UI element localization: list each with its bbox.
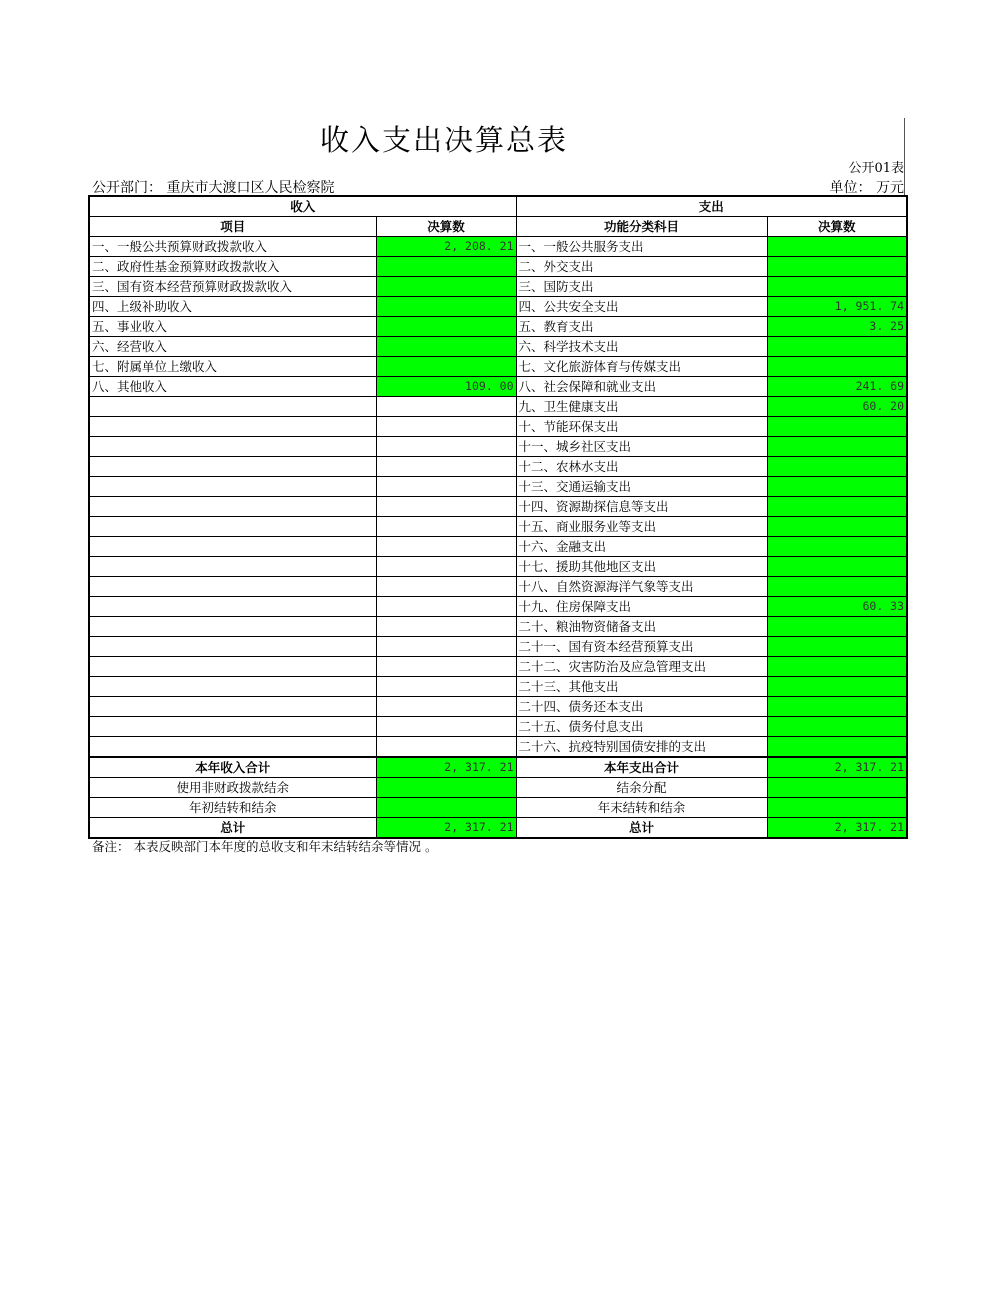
income-item bbox=[89, 617, 376, 637]
income-item: 六、经营收入 bbox=[89, 337, 376, 357]
income-value: 109. 00 bbox=[376, 377, 516, 397]
income-value bbox=[376, 657, 516, 677]
table-row bbox=[89, 397, 907, 417]
surplus-dist-value bbox=[767, 778, 907, 798]
income-value bbox=[376, 617, 516, 637]
income-value bbox=[376, 677, 516, 697]
income-item: 三、国有资本经营预算财政拨款收入 bbox=[89, 277, 376, 297]
expense-item: 十二、农林水支出 bbox=[516, 457, 767, 477]
col-amount: 决算数 bbox=[376, 217, 516, 237]
table-row bbox=[89, 257, 907, 277]
table-row bbox=[89, 377, 907, 397]
income-item bbox=[89, 477, 376, 497]
income-value bbox=[376, 537, 516, 557]
income-item: 二、政府性基金预算财政拨款收入 bbox=[89, 257, 376, 277]
table-row bbox=[89, 437, 907, 457]
income-item bbox=[89, 457, 376, 477]
expense-value bbox=[767, 737, 907, 758]
grand-income-value: 2, 317. 21 bbox=[376, 818, 516, 839]
table-row bbox=[89, 737, 907, 758]
income-value bbox=[376, 697, 516, 717]
expense-item: 二十、粮油物资储备支出 bbox=[516, 617, 767, 637]
expense-value bbox=[767, 517, 907, 537]
expense-value bbox=[767, 617, 907, 637]
department-label: 公开部门： 重庆市大渡口区人民检察院 bbox=[92, 180, 335, 196]
income-value bbox=[376, 457, 516, 477]
expense-value bbox=[767, 637, 907, 657]
expense-item: 十七、援助其他地区支出 bbox=[516, 557, 767, 577]
expense-value: 1, 951. 74 bbox=[767, 297, 907, 317]
income-item bbox=[89, 697, 376, 717]
income-item bbox=[89, 737, 376, 758]
table-row bbox=[89, 557, 907, 577]
expense-value bbox=[767, 697, 907, 717]
grand-total-row bbox=[89, 818, 907, 839]
nonfiscal-row bbox=[89, 778, 907, 798]
income-item bbox=[89, 717, 376, 737]
grand-income-label: 总计 bbox=[89, 818, 376, 839]
column-header-row bbox=[89, 217, 907, 237]
table-row bbox=[89, 577, 907, 597]
income-item bbox=[89, 677, 376, 697]
expense-value: 60. 20 bbox=[767, 397, 907, 417]
expense-value bbox=[767, 417, 907, 437]
expense-item: 二十五、债务付息支出 bbox=[516, 717, 767, 737]
begin-carry-label: 年初结转和结余 bbox=[89, 798, 376, 818]
income-value bbox=[376, 637, 516, 657]
expense-item: 十三、交通运输支出 bbox=[516, 477, 767, 497]
income-value bbox=[376, 277, 516, 297]
expense-item: 二、外交支出 bbox=[516, 257, 767, 277]
income-value bbox=[376, 337, 516, 357]
income-item bbox=[89, 537, 376, 557]
expense-value bbox=[767, 657, 907, 677]
expense-value bbox=[767, 257, 907, 277]
income-item bbox=[89, 557, 376, 577]
expense-item: 三、国防支出 bbox=[516, 277, 767, 297]
income-value bbox=[376, 497, 516, 517]
expense-item: 二十三、其他支出 bbox=[516, 677, 767, 697]
income-item bbox=[89, 437, 376, 457]
table-row bbox=[89, 537, 907, 557]
expense-value bbox=[767, 337, 907, 357]
expense-item: 二十一、国有资本经营预算支出 bbox=[516, 637, 767, 657]
page-title: 收入支出决算总表 bbox=[320, 123, 569, 157]
table-row bbox=[89, 637, 907, 657]
expense-item: 十一、城乡社区支出 bbox=[516, 437, 767, 457]
table-row bbox=[89, 497, 907, 517]
table-row bbox=[89, 277, 907, 297]
budget-table bbox=[88, 195, 908, 839]
expense-header: 支出 bbox=[516, 196, 907, 217]
expense-item: 四、公共安全支出 bbox=[516, 297, 767, 317]
expense-item: 二十四、债务还本支出 bbox=[516, 697, 767, 717]
expense-item: 六、科学技术支出 bbox=[516, 337, 767, 357]
unit-label: 单位： 万元 bbox=[829, 180, 904, 196]
income-value bbox=[376, 317, 516, 337]
table-row bbox=[89, 337, 907, 357]
expense-total-label: 本年支出合计 bbox=[516, 757, 767, 778]
table-row bbox=[89, 597, 907, 617]
table-row bbox=[89, 457, 907, 477]
income-total-label: 本年收入合计 bbox=[89, 757, 376, 778]
footnote: 备注： 本表反映部门本年度的总收支和年末结转结余等情况 。 bbox=[92, 839, 438, 854]
income-item: 七、附属单位上缴收入 bbox=[89, 357, 376, 377]
expense-value bbox=[767, 577, 907, 597]
table-code: 公开01表 bbox=[848, 161, 904, 176]
table-body bbox=[89, 237, 907, 758]
income-value bbox=[376, 297, 516, 317]
nonfiscal-label: 使用非财政拨款结余 bbox=[89, 778, 376, 798]
table-row bbox=[89, 677, 907, 697]
expense-value bbox=[767, 237, 907, 257]
expense-item: 八、社会保障和就业支出 bbox=[516, 377, 767, 397]
income-value: 2, 208. 21 bbox=[376, 237, 516, 257]
income-value bbox=[376, 417, 516, 437]
income-item: 一、一般公共预算财政拨款收入 bbox=[89, 237, 376, 257]
table-row bbox=[89, 517, 907, 537]
table-row bbox=[89, 477, 907, 497]
expense-item: 十八、自然资源海洋气象等支出 bbox=[516, 577, 767, 597]
income-header: 收入 bbox=[89, 196, 516, 217]
income-value bbox=[376, 557, 516, 577]
expense-item: 十、节能环保支出 bbox=[516, 417, 767, 437]
income-value bbox=[376, 437, 516, 457]
income-item bbox=[89, 497, 376, 517]
expense-value: 3. 25 bbox=[767, 317, 907, 337]
table-row bbox=[89, 237, 907, 257]
end-carry-label: 年末结转和结余 bbox=[516, 798, 767, 818]
col-item: 项目 bbox=[89, 217, 376, 237]
expense-value bbox=[767, 677, 907, 697]
table-row bbox=[89, 617, 907, 637]
income-item bbox=[89, 597, 376, 617]
income-item bbox=[89, 397, 376, 417]
expense-value bbox=[767, 457, 907, 477]
table-row bbox=[89, 417, 907, 437]
income-item bbox=[89, 417, 376, 437]
expense-value bbox=[767, 717, 907, 737]
end-carry-value bbox=[767, 798, 907, 818]
nonfiscal-value bbox=[376, 778, 516, 798]
grand-expense-label: 总计 bbox=[516, 818, 767, 839]
income-value bbox=[376, 397, 516, 417]
carry-row bbox=[89, 798, 907, 818]
income-value bbox=[376, 717, 516, 737]
income-value bbox=[376, 517, 516, 537]
expense-item: 十五、商业服务业等支出 bbox=[516, 517, 767, 537]
expense-item: 十九、住房保障支出 bbox=[516, 597, 767, 617]
expense-value: 241. 69 bbox=[767, 377, 907, 397]
income-item bbox=[89, 577, 376, 597]
expense-item: 五、教育支出 bbox=[516, 317, 767, 337]
income-value bbox=[376, 257, 516, 277]
expense-item: 七、文化旅游体育与传媒支出 bbox=[516, 357, 767, 377]
income-item bbox=[89, 637, 376, 657]
surplus-dist-label: 结余分配 bbox=[516, 778, 767, 798]
expense-item: 九、卫生健康支出 bbox=[516, 397, 767, 417]
right-rule bbox=[904, 118, 905, 196]
income-item: 八、其他收入 bbox=[89, 377, 376, 397]
expense-value bbox=[767, 537, 907, 557]
expense-item: 十六、金融支出 bbox=[516, 537, 767, 557]
col-func: 功能分类科目 bbox=[516, 217, 767, 237]
income-total-value: 2, 317. 21 bbox=[376, 757, 516, 778]
table-row bbox=[89, 657, 907, 677]
expense-value bbox=[767, 277, 907, 297]
expense-item: 二十六、抗疫特别国债安排的支出 bbox=[516, 737, 767, 758]
expense-value bbox=[767, 477, 907, 497]
expense-value: 60. 33 bbox=[767, 597, 907, 617]
expense-item: 一、一般公共服务支出 bbox=[516, 237, 767, 257]
income-value bbox=[376, 357, 516, 377]
col-amount2: 决算数 bbox=[767, 217, 907, 237]
table-row bbox=[89, 297, 907, 317]
income-value bbox=[376, 737, 516, 758]
income-value bbox=[376, 597, 516, 617]
table-row bbox=[89, 717, 907, 737]
expense-value bbox=[767, 557, 907, 577]
expense-total-value: 2, 317. 21 bbox=[767, 757, 907, 778]
expense-value bbox=[767, 357, 907, 377]
income-item: 四、上级补助收入 bbox=[89, 297, 376, 317]
income-item bbox=[89, 657, 376, 677]
income-value bbox=[376, 577, 516, 597]
total-row bbox=[89, 757, 907, 778]
table-row bbox=[89, 317, 907, 337]
begin-carry-value bbox=[376, 798, 516, 818]
table-row bbox=[89, 357, 907, 377]
expense-item: 二十二、灾害防治及应急管理支出 bbox=[516, 657, 767, 677]
group-header-row bbox=[89, 196, 907, 217]
expense-value bbox=[767, 497, 907, 517]
expense-item: 十四、资源勘探信息等支出 bbox=[516, 497, 767, 517]
income-item: 五、事业收入 bbox=[89, 317, 376, 337]
expense-value bbox=[767, 437, 907, 457]
income-item bbox=[89, 517, 376, 537]
income-value bbox=[376, 477, 516, 497]
grand-expense-value: 2, 317. 21 bbox=[767, 818, 907, 839]
table-row bbox=[89, 697, 907, 717]
